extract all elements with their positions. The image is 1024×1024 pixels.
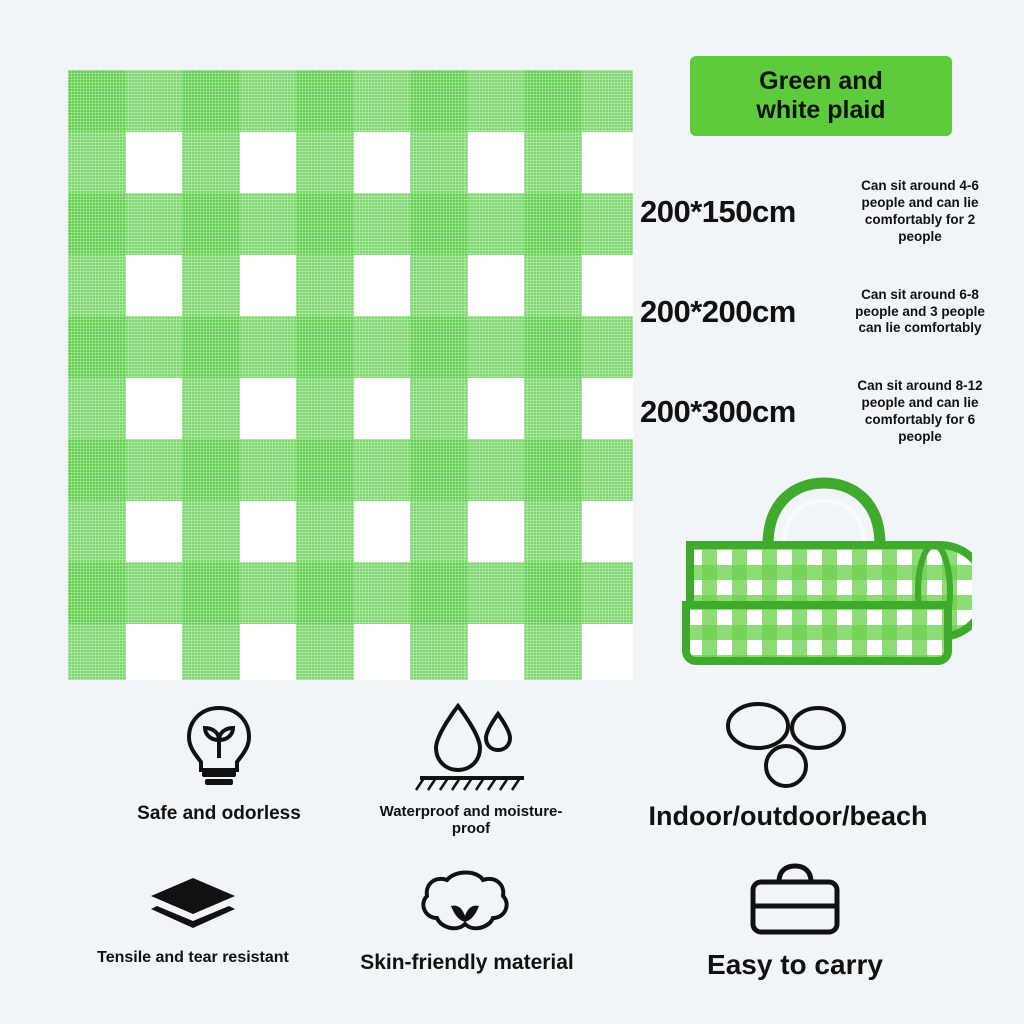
- beach-tree-icon: [598, 698, 978, 795]
- size-description: Can sit around 6-8 people and 3 people can lie comfortably: [855, 286, 985, 336]
- feature-easy-to-carry: [650, 862, 940, 981]
- size-row: [640, 176, 1010, 248]
- size-label: 200*300cm: [640, 394, 796, 429]
- size-description: Can sit around 4-6 people and can lie comfortably for 2 people: [861, 178, 979, 244]
- feature-safe-odorless: [104, 700, 334, 825]
- size-label: 200*200cm: [640, 294, 796, 329]
- feature-caption: Safe and odorless: [137, 803, 301, 824]
- feature-waterproof: [366, 700, 576, 838]
- feature-caption: Indoor/outdoor/beach: [648, 801, 928, 831]
- main-blanket-image: [68, 70, 633, 680]
- feature-caption: Easy to carry: [707, 949, 883, 980]
- water-drop-icon: [366, 700, 576, 797]
- feature-indoor-outdoor-beach: [598, 698, 978, 832]
- layers-icon: [80, 874, 306, 943]
- size-row: [640, 376, 1010, 448]
- product-title-badge: [690, 56, 952, 136]
- feature-tensile-tear-resistant: [80, 874, 306, 967]
- size-row: [640, 276, 1010, 348]
- size-label: 200*150cm: [640, 194, 796, 229]
- size-description: Can sit around 8-12 people and can lie comfortably for 6 people: [857, 378, 983, 444]
- plaid-pattern: [68, 70, 633, 680]
- feature-caption: Skin-friendly material: [360, 951, 574, 974]
- title-line-1: Green and: [759, 66, 883, 95]
- cotton-flower-icon: [336, 866, 598, 945]
- handbag-icon: [650, 862, 940, 943]
- feature-skin-friendly: [336, 866, 598, 975]
- feature-caption: Tensile and tear resistant: [97, 949, 289, 966]
- title-line-2: white plaid: [756, 96, 886, 124]
- rolled-blanket-image: [672, 445, 972, 680]
- size-list: [640, 176, 1010, 476]
- feature-caption: Waterproof and moisture-proof: [379, 803, 563, 838]
- lightbulb-icon: [104, 700, 334, 797]
